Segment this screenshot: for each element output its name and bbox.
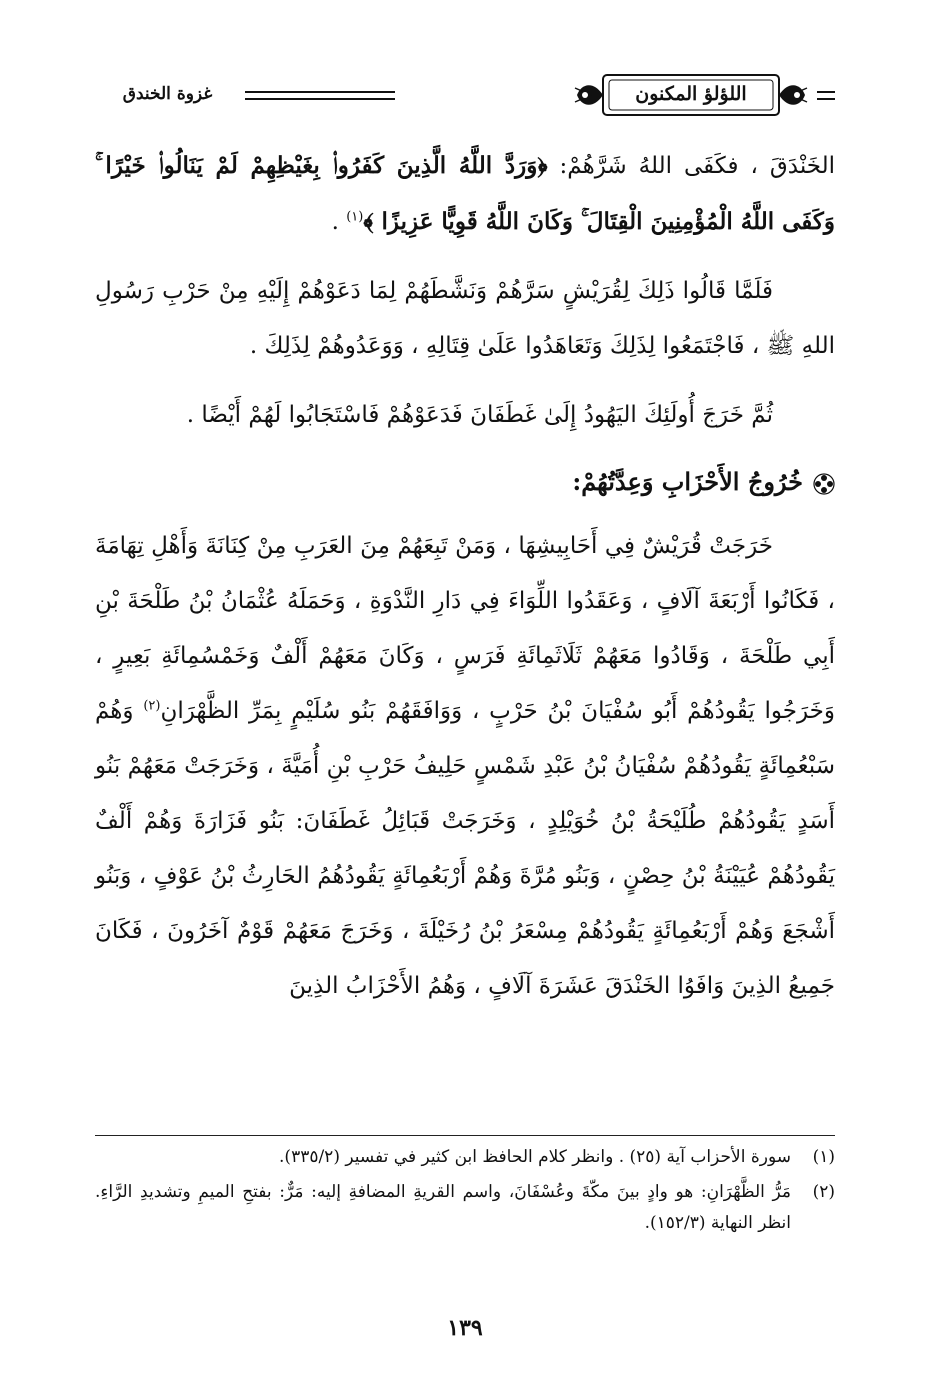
title-cartouche — [573, 70, 809, 120]
page-number: ١٣٩ — [447, 1315, 483, 1341]
section-heading — [95, 457, 835, 507]
paragraph-text: الخَنْدَقَ ، فكَفَى اللهُ شَرَّهُمْ: — [547, 153, 835, 179]
paragraph-text: وَهُمْ سَبْعُمِائَةٍ يَقُودُهُمْ سُفْيَانُ بْنُ عَبْدِ شَمْسٍ حَلِيفُ حَرْبِ بْنِ أُمَيَّةَ ، وَخَرَجَتْ مَعَهُمْ بَنُو أَسَدٍ يَقُودُهُمْ طُلَيْحَةُ بْنُ خُوَيْلِدٍ ، وَخَرَجَتْ قَبَائِلُ غَطَفَانَ: بَنُو فَزَارَةَ وَهُمْ أَلْفٌ يَقُودُهُمْ عُيَيْنَةُ بْنُ حِصْنٍ ، وَبَنُو مُرَّةَ وَهُمْ أَرْبَعُمِائَةٍ يَقُودُهُمُ الحَارِثُ بْنُ عَوْفٍ ، وَبَنُو أَشْجَعَ وَهُمْ أَرْبَعُمِائَةٍ يَقُودُهُمْ مِسْعَرُ بْنُ رُخَيْلَةَ ، وَخَرَجَ مَعَهُمْ قَوْمٌ آخَرُونَ ، فَكَانَ جَمِيعُ الذِينَ وَافَوُا الخَنْدَقَ عَشَرَةَ آلَافٍ ، وَهُمُ الأَحْزَابُ الذِينَ — [95, 698, 835, 999]
footnote-number: (٢) — [812, 1182, 835, 1202]
footnote-item — [95, 1142, 835, 1173]
footnote-text: مَرُّ الظَّهْرَانِ: هو وادٍ بينَ مكّةَ وعُسْفَانَ، واسم القريةِ المضافةِ إليه: مَرٌّ: بفتحِ الميمِ وتشديدِ الرَّاءِ. انظر النهاية (١٥٢/٣). — [95, 1182, 791, 1233]
footnote-item — [95, 1177, 835, 1239]
paragraph — [95, 519, 835, 1014]
header-rule-left — [245, 91, 395, 100]
footnote-marker: (١) — [346, 209, 364, 225]
footnotes — [95, 1142, 835, 1243]
book-page — [95, 60, 835, 1350]
header-rule-right — [817, 91, 835, 100]
paragraph — [95, 138, 835, 250]
flower-ornament-icon — [813, 473, 835, 495]
book-title: اللؤلؤ المكنون — [635, 83, 747, 105]
chapter-title: غزوة الخندق — [122, 84, 213, 104]
paragraph: ثُمَّ خَرَجَ أُولَئِكَ اليَهُودُ إِلَىٰ غَطَفَانَ فَدَعَوْهُمْ فَاسْتَجَابُوا لَهُمْ أَيْضًا . — [186, 402, 773, 428]
footnote-number: (١) — [812, 1147, 835, 1167]
section-heading-text: خُرُوجُ الأَحْزَابِ وَعِدَّتُهُمْ: — [572, 467, 803, 496]
paragraph: فَلَمَّا قَالُوا ذَلِكَ لِقُرَيْشٍ سَرَّهُمْ وَنَشَّطَهُمْ لِمَا دَعَوْهُمْ إِلَيْهِ مِنْ حَرْبِ رَسُولِ اللهِ ﷺ ، فَاجْتَمَعُوا لِذَلِكَ وَتَعَاهَدُوا عَلَىٰ قِتَالِهِ ، وَوَعَدُوهُمْ لِذَلِكَ . — [95, 278, 835, 359]
quran-verse: ﴿وَرَدَّ اللَّهُ الَّذِينَ كَفَرُوا۟ بِغَيْظِهِمْ لَمْ يَنَالُوا۟ خَيْرًا ۚ وَكَفَى اللَّهُ الْمُؤْمِنِينَ الْقِتَالَ ۚ وَكَانَ اللَّهُ قَوِيًّا عَزِيزًا ﴾ — [95, 152, 835, 235]
main-text — [95, 138, 835, 1028]
footnote-divider — [95, 1135, 835, 1136]
paragraph-text: . — [331, 209, 347, 235]
footnote-marker: (٢) — [143, 698, 161, 714]
running-header — [95, 60, 835, 132]
paragraph-text: خَرَجَتْ قُرَيْشٌ فِي أَحَابِيشِهَا ، وَمَنْ تَبِعَهُمْ مِنَ العَرَبِ مِنْ كِنَانَةَ وَأَهْلِ تِهَامَةَ ، فَكَانُوا أَرْبَعَةَ آلَافٍ ، وَعَقَدُوا اللِّوَاءَ فِي دَارِ النَّدْوَةِ ، وَحَمَلَهُ عُثْمَانُ بْنُ طَلْحَةَ بْنِ أَبِي طَلْحَةَ ، وَقَادُوا مَعَهُمْ ثَلَاثَمِائَةِ فَرَسٍ ، وَكَانَ مَعَهُمْ أَلْفٌ وَخَمْسُمِائَةِ بَعِيرٍ ، وَخَرَجُوا يَقُودُهُمْ أَبُو سُفْيَانَ بْنُ حَرْبٍ ، وَوَافَقَهُمْ بَنُو سُلَيْمٍ بِمَرِّ الظَّهْرَانِ — [95, 533, 835, 724]
footnote-text: سورة الأحزاب آية (٢٥) . وانظر كلام الحافظ ابن كثير في تفسير (٣٣٥/٢). — [279, 1147, 791, 1167]
